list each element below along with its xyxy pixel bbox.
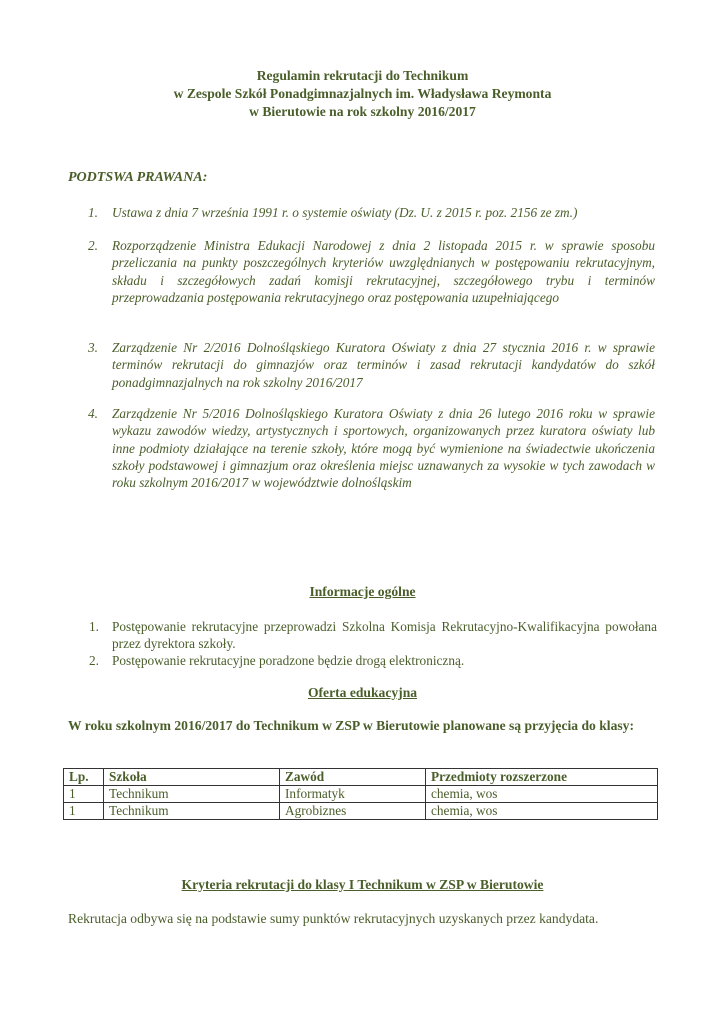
list-item-text: Rozporządzenie Ministra Edukacji Narodowej z dnia 2 listopada 2015 r. w sprawie sposobu przeliczania na punkty poszczególnych kryteriów uwzględnianych w postępowaniu rekrutacyjnym, składu i szczegółowych zadań komisji rekrutacyjnej, szczegółowego trybu i terminów przeprowadzania postępowania rekrutacyjnego oraz postępowania uzupełniającego xyxy=(112,238,655,305)
table-row xyxy=(64,786,658,803)
column-header: Zawód xyxy=(280,769,426,786)
legal-basis-heading: PODTSWA PRAWANA: xyxy=(68,170,208,185)
table-cell: 1 xyxy=(64,803,104,820)
general-info-item xyxy=(89,652,657,669)
table-header-row xyxy=(64,769,658,786)
list-item-text: Zarządzenie Nr 2/2016 Dolnośląskiego Kuratora Oświaty z dnia 27 stycznia 2016 r. w sprawie terminów rekrutacji do gimnazjów oraz terminów i zasad rekrutacji kandydatów do szkół ponadgimnazjalnych na rok szkolny 2016/2017 xyxy=(112,340,655,390)
list-item-text: Zarządzenie Nr 5/2016 Dolnośląskiego Kuratora Oświaty z dnia 26 lutego 2016 roku w sprawie wykazu zawodów wiedzy, artystycznych i sportowych, organizowanych przez kuratora oświaty lub inne podmioty działające na terenie szkoły, które mogą być wymienione na świadectwie ukończenia szkoły podstawowej i gimnazjum oraz określenia miejsc uznawanych za wysokie w tych zawodach w roku szkolnym 2016/2017 w województwie dolnośląskim xyxy=(112,406,655,491)
legal-basis-item xyxy=(88,237,655,306)
offer-heading: Oferta edukacyjna xyxy=(307,685,418,700)
list-number: 4. xyxy=(88,406,98,421)
table-cell: 1 xyxy=(64,786,104,803)
column-header: Przedmioty rozszerzone xyxy=(426,769,658,786)
legal-basis-item xyxy=(88,204,655,221)
document-title-line-3: w Bierutowie na rok szkolny 2016/2017 xyxy=(249,104,476,119)
list-item-text: Ustawa z dnia 7 września 1991 r. o systemie oświaty (Dz. U. z 2015 r. poz. 2156 ze zm.) xyxy=(112,205,578,220)
list-item-text: Postępowanie rekrutacyjne poradzone będzie drogą elektroniczną. xyxy=(112,653,465,668)
offer-lead-text: W roku szkolnym 2016/2017 do Technikum w ZSP w Bierutowie planowane są przyjęcia do klasy: xyxy=(68,718,634,733)
table-cell: Agrobiznes xyxy=(280,803,426,820)
legal-basis-item xyxy=(88,339,655,391)
general-info-heading: Informacje ogólne xyxy=(309,584,416,599)
list-number: 2. xyxy=(89,653,99,668)
table-row xyxy=(64,803,658,820)
list-number: 1. xyxy=(89,619,99,634)
table-cell: Technikum xyxy=(104,803,280,820)
document-title-line-1: Regulamin rekrutacji do Technikum xyxy=(256,68,469,83)
offer-table xyxy=(63,768,658,820)
column-header: Lp. xyxy=(64,769,104,786)
table-cell: Technikum xyxy=(104,786,280,803)
list-number: 2. xyxy=(88,238,98,253)
column-header: Szkoła xyxy=(104,769,280,786)
criteria-heading: Kryteria rekrutacji do klasy I Technikum w ZSP w Bierutowie xyxy=(181,877,544,892)
table-cell: Informatyk xyxy=(280,786,426,803)
list-number: 1. xyxy=(88,205,98,220)
document-title-line-2: w Zespole Szkół Ponadgimnazjalnych im. Władysława Reymonta xyxy=(173,86,552,101)
table-cell: chemia, wos xyxy=(426,803,658,820)
legal-basis-item xyxy=(88,405,655,491)
table-cell: chemia, wos xyxy=(426,786,658,803)
list-item-text: Postępowanie rekrutacyjne przeprowadzi Szkolna Komisja Rekrutacyjno-Kwalifikacyjna powołana przez dyrektora szkoły. xyxy=(112,619,657,651)
general-info-item xyxy=(89,618,657,652)
list-number: 3. xyxy=(88,340,98,355)
criteria-text: Rekrutacja odbywa się na podstawie sumy punktów rekrutacyjnych uzyskanych przez kandydata. xyxy=(68,911,599,926)
